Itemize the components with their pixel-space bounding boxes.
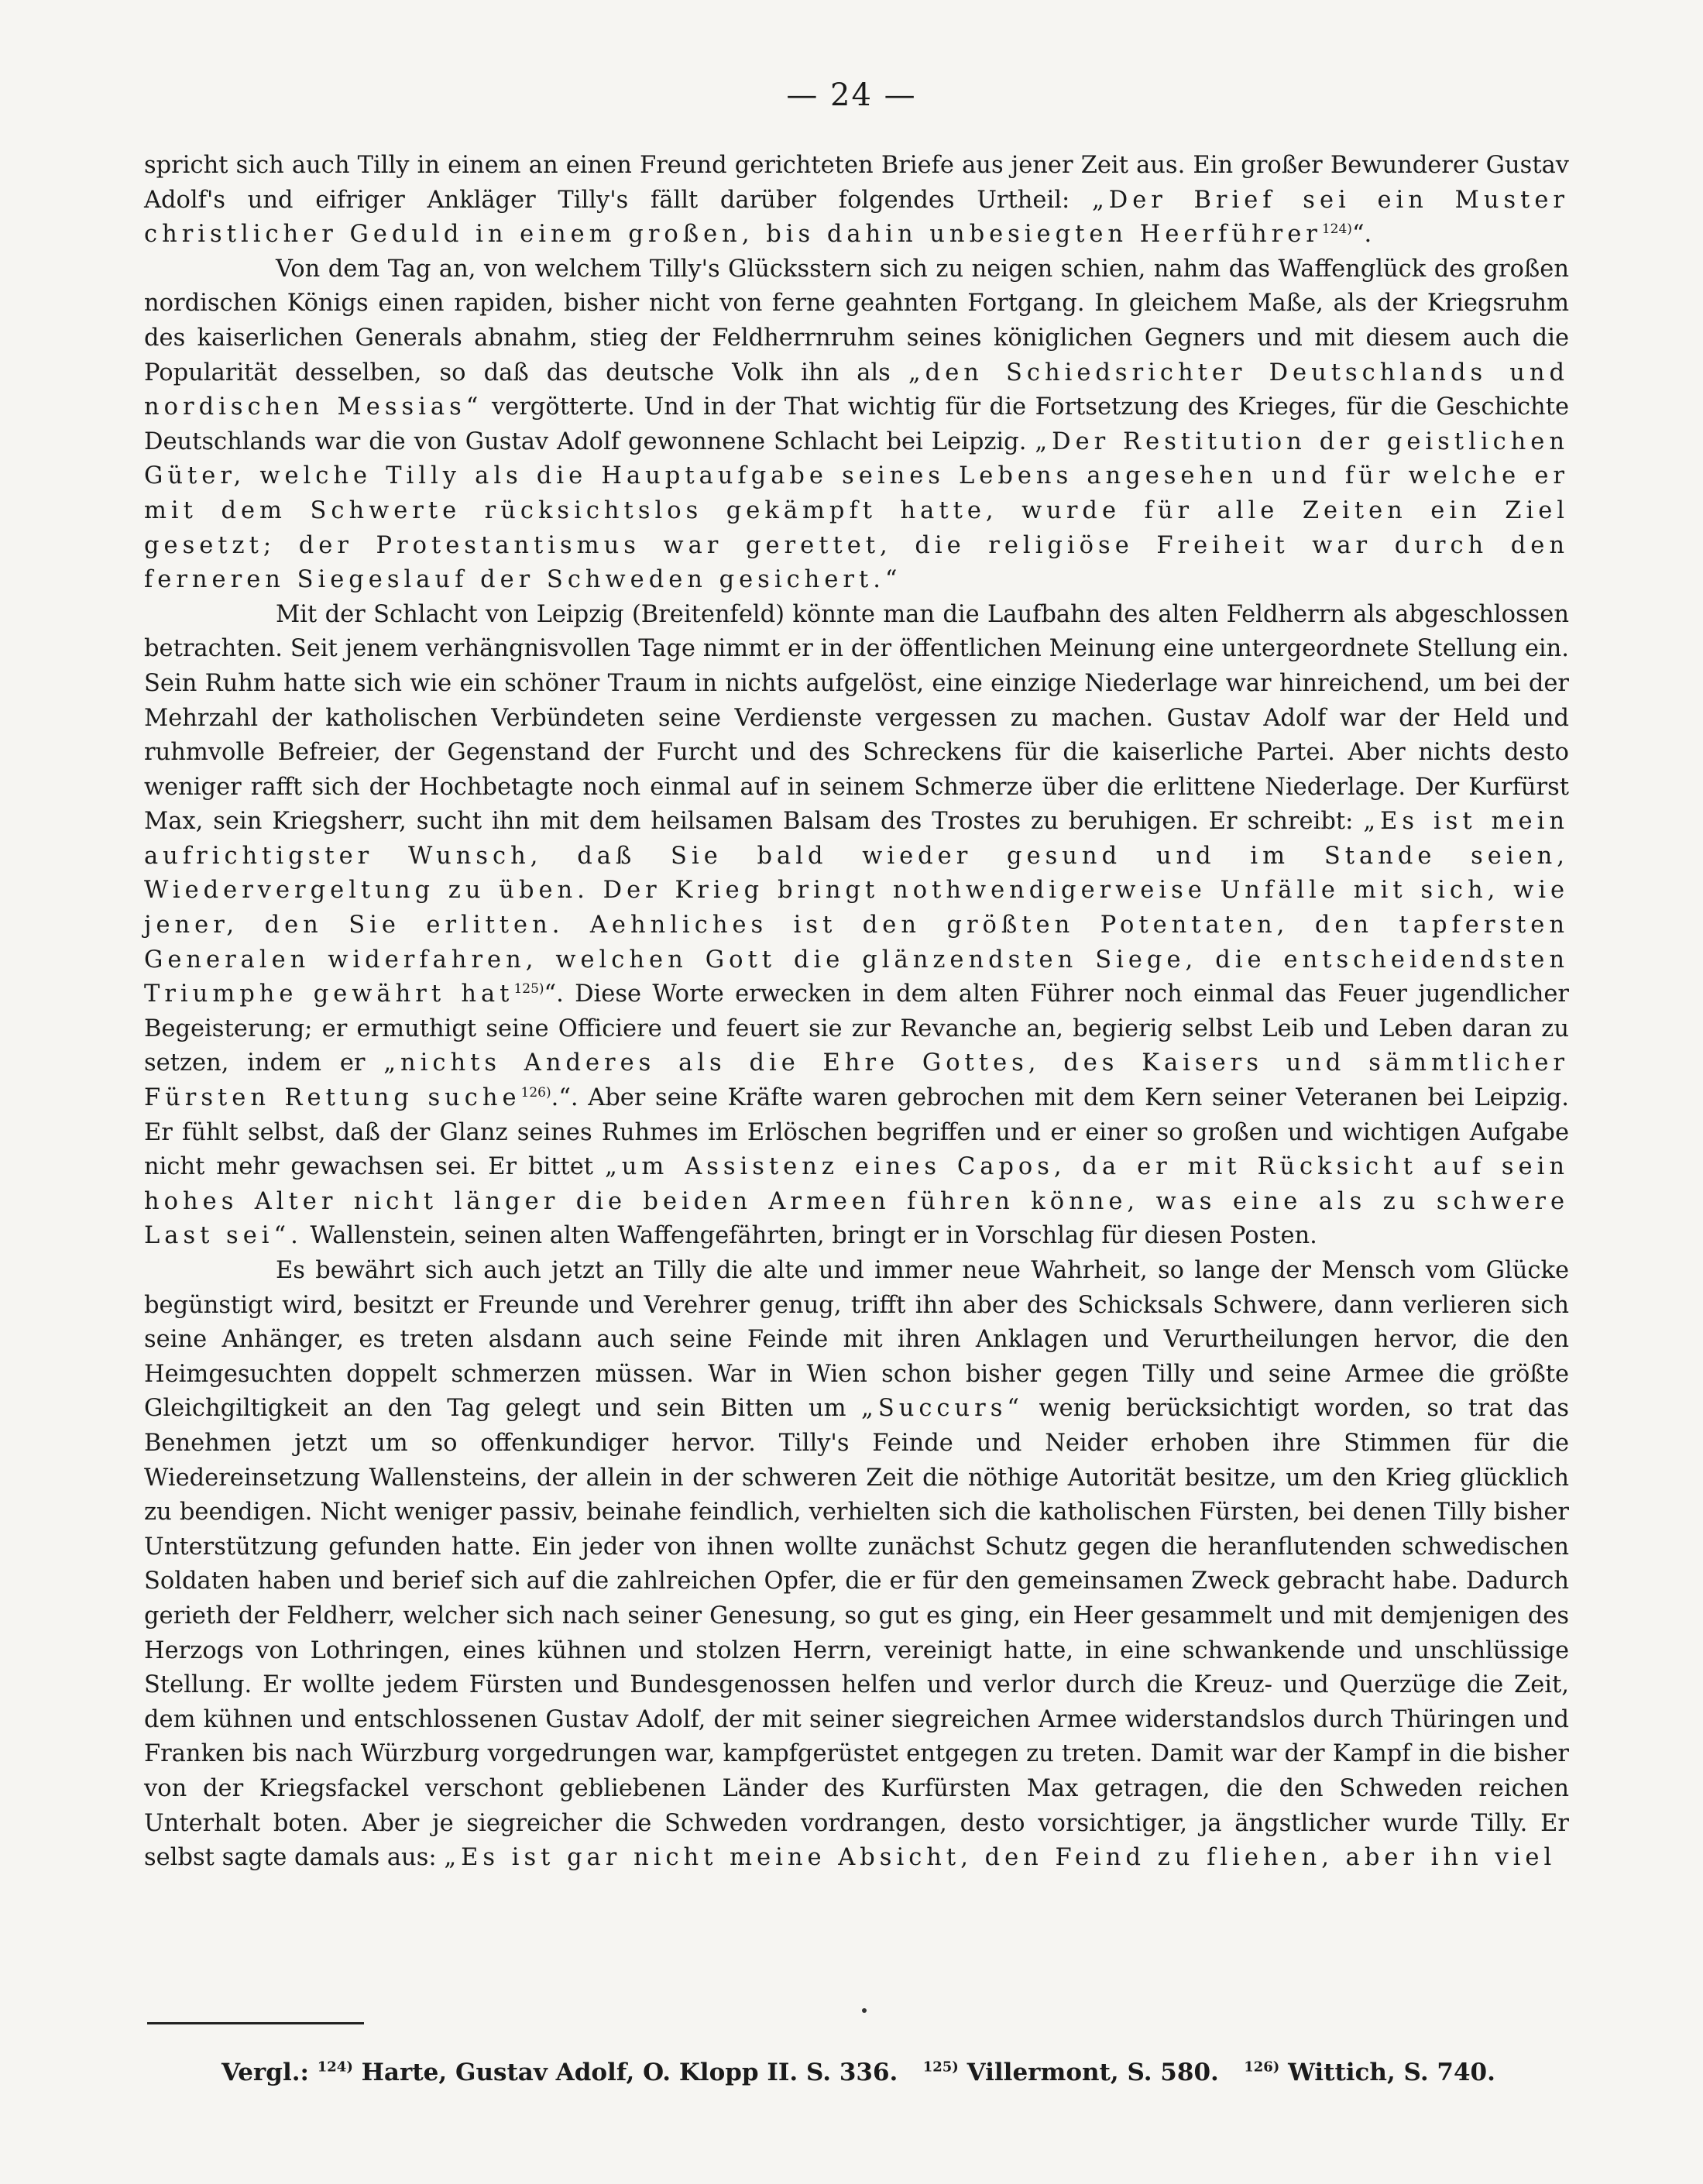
footnote-number-126: 126) (1244, 2059, 1280, 2076)
text-segment: Es bewährt sich auch jetzt an Tilly die alte und immer neue Wahrheit, so lange der Mensch vom Glücke begünstigt wird, besitzt er Freunde und Verehrer genug, trifft ihn aber des Schicksals Schwere, dann verlieren sich seine Anhänger, es treten alsdann auch seine Feinde mit ihren Anklagen und Verurtheilungen hervor, die den Heimgesuchten doppelt schmerzen müssen. War in Wien schon bisher gegen Tilly und seine Armee die größte Gleichgiltigkeit an den Tag gelegt und sein Bitten um (144, 1257, 1569, 1423)
paragraph (144, 1254, 1569, 1876)
footnote-124: Harte, Gustav Adolf, O. Klopp II. S. 336. (361, 2059, 898, 2086)
footnote-126: Wittich, S. 740. (1288, 2059, 1495, 2086)
quotation-text: „den Schiedsrichter Deutschlands und nordischen Messias“ (144, 359, 1570, 421)
paragraph (144, 149, 1569, 252)
body-text (144, 149, 1569, 1876)
footnote-reference: 124) (1321, 221, 1352, 238)
footnote-separator (147, 2022, 364, 2024)
text-segment: Mit der Schlacht von Leipzig (Breitenfeld) könnte man die Laufbahn des alten Feldherrn als abgeschlossen betrachten. Seit jenem verhängnisvollen Tage nimmt er in der öffentlichen Meinung eine untergeordnete Stellung ein. Sein Ruhm hatte sich wie ein schöner Traum in nichts aufgelöst, eine einzige Niederlage war hinreichend, um bei der Mehrzahl der katholischen Verbündeten seine Verdienste vergessen zu machen. Gustav Adolf war der Held und ruhmvolle Befreier, der Gegenstand der Furcht und des Schreckens für die kaiserliche Partei. Aber nichts desto weniger rafft sich der Hochbetagte noch einmal auf in seinem Schmerze über die erlittene Niederlage. Der Kurfürst Max, sein Kriegsherr, sucht ihn mit dem heilsamen Balsam des Trostes zu beruhigen. Er schreibt: (144, 600, 1569, 836)
footnote-number-125: 125) (922, 2059, 959, 2076)
paragraph (144, 598, 1569, 1254)
footnote-reference: 125) (513, 981, 544, 998)
ink-dot (862, 2008, 867, 2013)
footnotes (221, 2059, 1585, 2086)
quotation-text: „Es ist mein aufrichtigster Wunsch, daß Sie bald wieder gesund und im Stande seien, Wiedervergeltung zu üben. Der Krieg bringt nothwendigerweise Unfälle mit sich, wie jener, den Sie erlitten. Aehnliches ist den größten Potentaten, den tapfersten Generalen widerfahren, welchen Gott die glänzendsten Siege, die entscheidendsten Triumphe gewährt hat (144, 808, 1569, 1008)
quotation-text: „um Assistenz eines Capos, da er mit Rücksicht auf sein hohes Alter nicht länger die beiden Armeen führen könne, was eine als zu schwere Last sei“. (144, 1153, 1569, 1250)
text-segment: Von dem Tag an, von welchem Tilly's Glücksstern sich zu neigen schien, nahm das Waffenglück des großen nordischen Königs einen rapiden, bisher nicht von ferne geahnten Fortgang. In gleichem Maße, als der Kriegsruhm des kaiserlichen Generals abnahm, stieg der Feldherrnruhm seines königlichen Gegners und mit diesem auch die Popularität desselben, so daß das deutsche Volk ihn als (144, 255, 1569, 386)
quotation-text: „Es ist gar nicht meine Absicht, den Feind zu fliehen, aber ihn viel (444, 1844, 1557, 1872)
footnote-reference: 126) (520, 1084, 551, 1101)
text-segment: vergötterte. Und in der That wichtig für die Fortsetzung des Krieges, für die Geschichte Deutschlands war die von Gustav Adolf gewonnene Schlacht bei Leipzig. (144, 393, 1569, 455)
text-segment: spricht sich auch Tilly in einem an einen Freund gerichteten Briefe aus jener Zeit aus. Ein großer Bewunderer Gustav Adolf's und eifriger Ankläger Tilly's fällt darüber folgendes Urtheil: (144, 152, 1569, 214)
text-segment: Wallenstein, seinen alten Waffengefährten, bringt er in Vorschlag für diesen Posten. (302, 1222, 1317, 1250)
text-segment: “. (1351, 221, 1372, 249)
quotation-text: „Der Restitution der geistlichen Güter, welche Tilly als die Hauptaufgabe seines Lebens angesehen und für welche er mit dem Schwerte rücksichtslos gekämpft hatte, wurde für alle Zeiten ein Ziel gesetzt; der Protestantismus war gerettet, die religiöse Freiheit war durch den ferneren Siegeslauf der Schweden gesichert.“ (144, 428, 1569, 594)
text-segment: “. Diese Worte erwecken in dem alten Führer noch einmal das Feuer jugendlicher Begeisterung; er ermuthigt seine Officiere und feuert sie zur Revanche an, begierig selbst Leib und Leben daran zu setzen, indem er (144, 980, 1569, 1077)
text-segment: wenig berücksichtigt worden, so trat das Benehmen jetzt um so offenkundiger hervor. Tilly's Feinde und Neider erhoben ihre Stimmen für die Wiedereinsetzung Wallensteins, der allein in der schweren Zeit die nöthige Autorität besitze, um den Krieg glücklich zu beendigen. Nicht weniger passiv, beinahe feindlich, verhielten sich die katholischen Fürsten, bei denen Tilly bisher Unterstützung gefunden hatte. Ein jeder von ihnen wollte zunächst Schutz gegen die heranflutenden schwedischen Soldaten haben und berief sich auf die zahlreichen Opfer, die er für den gemeinsamen Zweck gebracht habe. Dadurch gerieth der Feldherr, welcher sich nach seiner Genesung, so gut es ging, ein Heer gesammelt und mit demjenigen des Herzogs von Lothringen, eines kühnen und stolzen Herrn, vereinigt hatte, in eine schwankende und unschlüssige Stellung. Er wollte jedem Fürsten und Bundesgenossen helfen und verlor durch die Kreuz- und Querzüge die Zeit, dem kühnen und entschlossenen Gustav Adolf, der mit seiner siegreichen Armee widerstandslos durch Thüringen und Franken bis nach Würzburg vorgedrungen war, kampfgerüstet entgegen zu treten. Damit war der Kampf in die bisher von der Kriegsfackel verschont gebliebenen Länder des Kurfürsten Max getragen, die den Schweden reichen Unterhalt boten. Aber je siegreicher die Schweden vordrangen, desto vorsichtiger, ja ängstlicher wurde Tilly. Er selbst sagte damals aus: (144, 1395, 1569, 1872)
quotation-text: „nichts Anderes als die Ehre Gottes, des Kaisers und sämmtlicher Fürsten Rettung suche (144, 1049, 1569, 1112)
quotation-text: „Succurs“ (861, 1395, 1024, 1423)
paragraph (144, 252, 1569, 598)
footnote-prefix: Vergl.: (221, 2059, 309, 2086)
footnote-125: Villermont, S. 580. (967, 2059, 1219, 2086)
page-number: — 24 — (786, 77, 917, 113)
quotation-text: „Der Brief sei ein Muster christlicher Geduld in einem großen, bis dahin unbesiegten Heerführer (144, 186, 1569, 249)
footnote-number-124: 124) (317, 2059, 353, 2076)
text-segment: .“. Aber seine Kräfte waren gebrochen mit dem Kern seiner Veteranen bei Leipzig. Er fühlt selbst, daß der Glanz seines Ruhmes im Erlöschen begriffen und er einer so großen und wichtigen Aufgabe nicht mehr gewachsen sei. Er bittet (144, 1084, 1569, 1181)
